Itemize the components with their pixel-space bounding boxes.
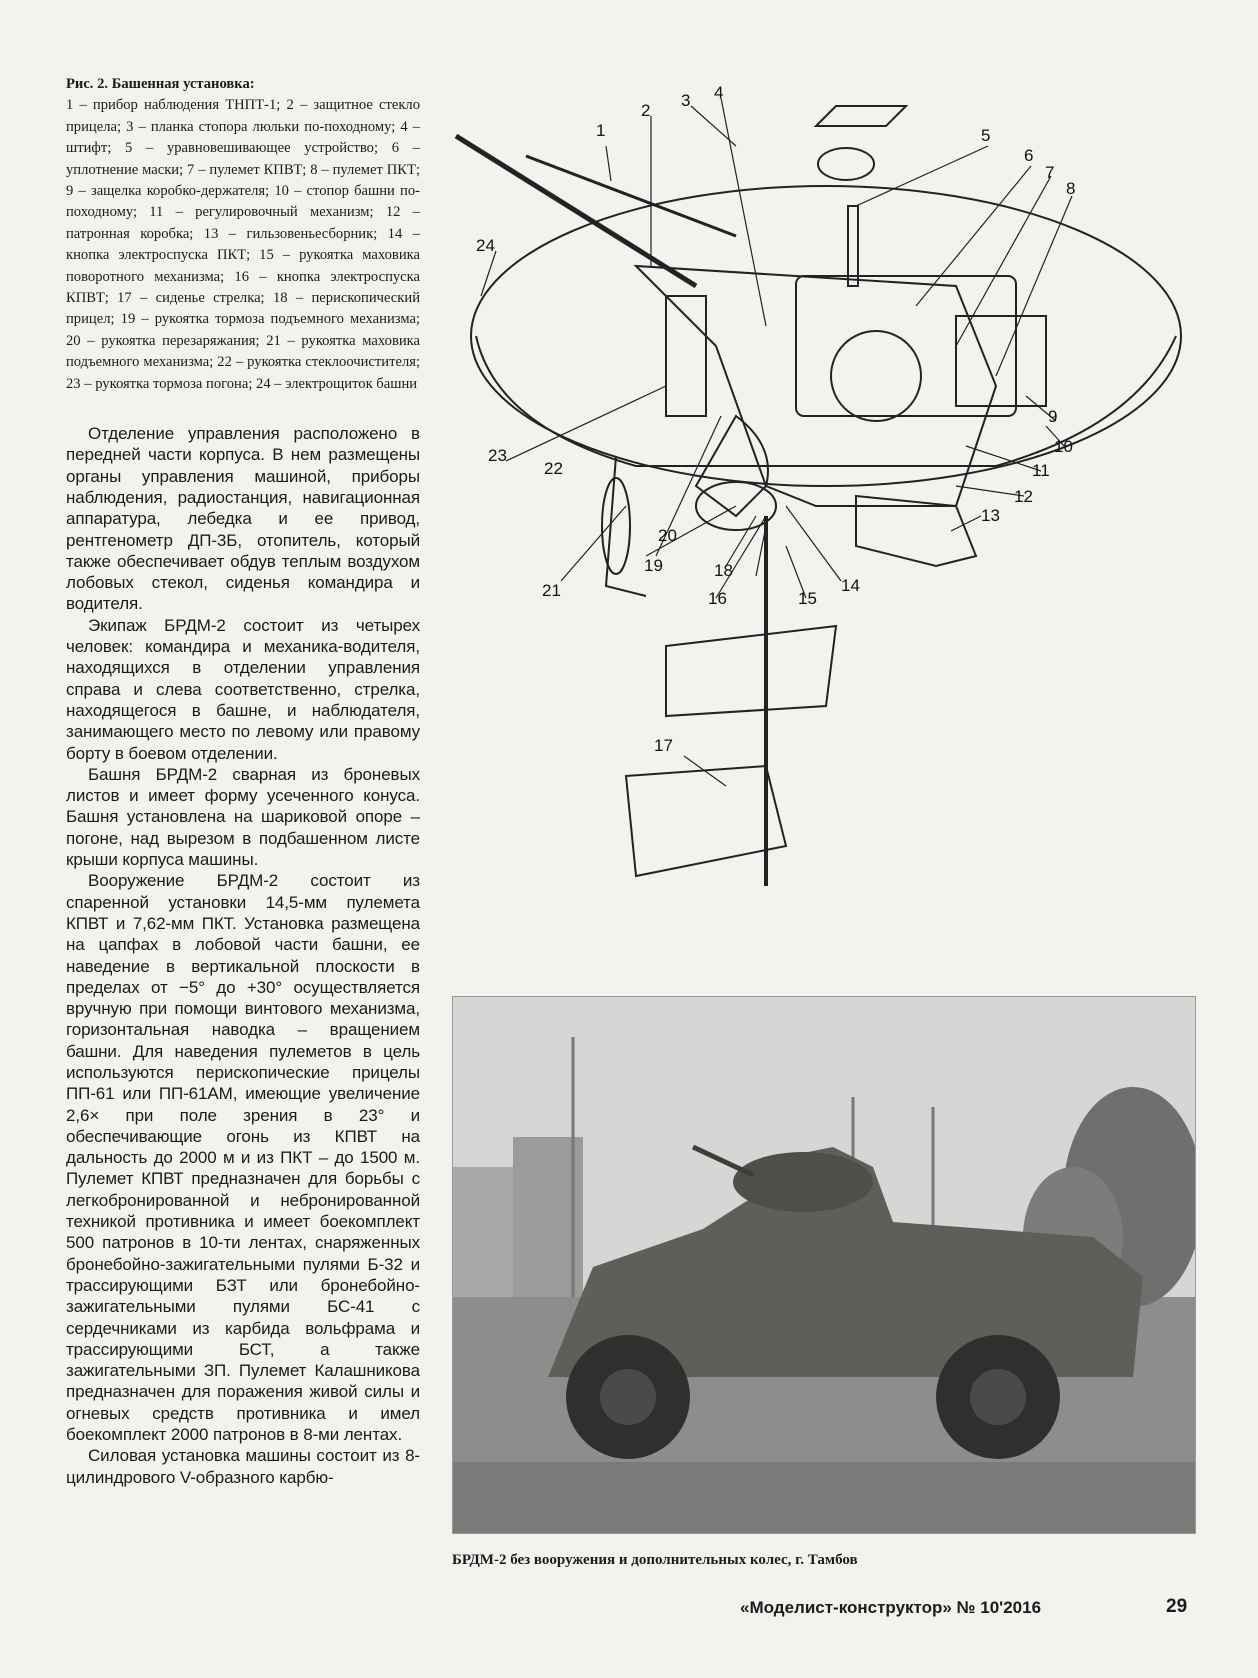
equilibrator [848, 206, 858, 286]
paragraph: Силовая установка машины состоит из 8-цилиндрового V-образного карбю- [66, 1446, 420, 1487]
gunner-seat [626, 766, 786, 876]
figure-caption-items: 1 – прибор наблюдения ТНПТ-1; 2 – защитное стекло прицела; 3 – планка стопора люльки по-походному; 4 – штифт; 5 – уравновешивающее устройство; 6 – уплотнение маски; 7 – пулемет КПВТ; 8 – пулемет ПКТ; 9 – защелка коробко-держателя; 10 – стопор башни по-походному; 11 – регулировочный механизм; 12 – патронная коробка; 13 – гильзовеньесборник; 14 – кнопка электроспуска ПКТ; 15 – рукоятка маховика поворотного механизма; 16 – кнопка электроспуска КПВТ; 17 – сиденье стрелка; 18 – перископический прицел; 19 – рукоятка тормоза подъемного механизма; 20 – рукоятка перезаряжания; 21 – рукоятка маховика подъемного механизма; 22 – рукоятка стеклоочистителя; 23 – рукоятка тормоза погона; 24 – электрощиток башни [66, 97, 420, 392]
paragraph: Экипаж БРДМ-2 состоит из четырех человек: командира и механика-водителя, находящихся в отделении управления справа и слева соответственно, стрелка, находящегося в башне, и наблюдателя, занимающего место по левому или правому борту в боевом отделении. [66, 615, 420, 763]
callout-label: 20 [658, 526, 677, 545]
page-number: 29 [1166, 1596, 1188, 1617]
sight-body [666, 296, 706, 416]
callout-label: 4 [714, 86, 724, 102]
callout-label: 12 [1014, 487, 1033, 506]
turret-roof-outline [471, 186, 1181, 486]
paragraph: Вооружение БРДМ-2 состоит из спаренной установки 14,5-мм пулемета КПВТ и 7,62-мм ПКТ. Установка размещена на цапфах в лобовой части башни, ее наведение в вертикальной плоскости в пределах от −5° до +30° осуществляется вручную при помощи винтового механизма, горизонтальная наводка – вращением башни. Для наведения пулеметов в цель используются перископические прицелы ПП-61 или ПП-61АМ, имеющие увеличение 2,6× при поле зрения в 23° и обеспечивающие огонь из КПВТ на дальность до 2000 м и из ПКТ – до 1500 м. Пулемет КПВТ предназначен для борьбы с легкобронированной и небронированной техникой противника и имеет боекомплект 500 патронов в 10-ти лентах, снаряженных бронебойно-зажигательными пулями Б-32 и трассирующими БЗТ или бронебойно-зажигательными пулями БС-41 с сердечниками из карбида вольфрама и трассирующими БСТ, а также зажигательными ЗП. Пулемет Калашникова предназначен для поражения живой силы и огневых средств противника и имел боекомплект 2000 патронов в 8-ми лентах. [66, 871, 420, 1445]
brdm-photo-illustration [453, 997, 1195, 1533]
callout-label: 11 [1032, 461, 1050, 480]
callout-label: 23 [488, 446, 507, 465]
callout-label: 17 [654, 736, 673, 755]
figure-caption-title: Рис. 2. Башенная установка: [66, 76, 255, 92]
callout-label: 14 [841, 576, 860, 595]
photo-caption: БРДМ-2 без вооружения и дополнительных колес, г. Тамбов [452, 1552, 858, 1568]
callout-label: 24 [476, 236, 495, 255]
callout-label: 13 [981, 506, 1000, 525]
callout-label: 22 [544, 459, 563, 478]
turret-drawing [436, 86, 1196, 986]
brake-handle [606, 456, 646, 596]
callout-label: 1 [596, 121, 606, 140]
callout-label: 21 [542, 581, 561, 600]
callout-label: 3 [681, 91, 691, 110]
figure-caption [66, 74, 420, 395]
article-text [66, 423, 420, 1488]
paragraph: Башня БРДМ-2 сварная из броневых листов и имеет форму усеченного конуса. Башня установлена на шариковой опоре – погоне, над вырезом в подбашенном листе крыши корпуса машины. [66, 764, 420, 870]
turret-diagram [436, 86, 1196, 986]
callout-label: 15 [798, 589, 817, 608]
callout-label: 7 [1045, 163, 1055, 182]
travel-lock-plate [816, 106, 906, 126]
gun-cradle-circle [831, 331, 921, 421]
traverse-handwheel [602, 478, 630, 574]
callout-label: 5 [981, 126, 991, 145]
callout-label: 18 [714, 561, 733, 580]
callout-label: 6 [1024, 146, 1034, 165]
paragraph: Отделение управления расположено в передней части корпуса. В нем размещены органы управления машиной, приборы наблюдения, радиостанция, навигационная аппаратура, лебедка и ее привод, рентгенометр ДП-3Б, отопитель, который также обеспечивает обдув теплым воздухом лобовых стекол, сиденья командира и водителя. [66, 424, 420, 614]
callout-label: 16 [708, 589, 727, 608]
observation-device [818, 148, 874, 180]
callout-label: 9 [1048, 407, 1058, 426]
left-column [66, 74, 420, 1488]
callout-label: 2 [641, 101, 651, 120]
callout-label: 19 [644, 556, 663, 575]
vehicle-photo [452, 996, 1196, 1534]
gun-mount-outline [636, 266, 996, 506]
ammo-box [956, 316, 1046, 406]
callout-label: 8 [1066, 179, 1076, 198]
magazine-footer: «Моделист-конструктор» № 10'2016 [740, 1598, 1042, 1617]
backrest [666, 626, 836, 716]
callout-label: 10 [1054, 437, 1073, 456]
